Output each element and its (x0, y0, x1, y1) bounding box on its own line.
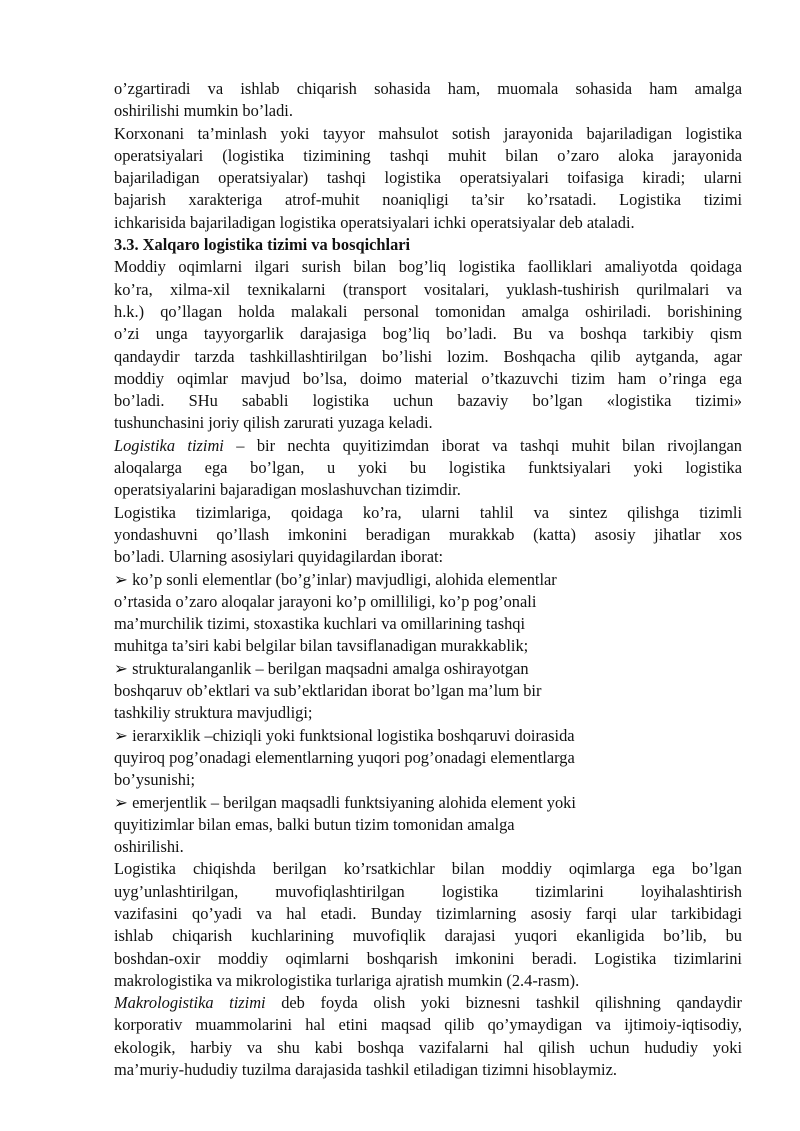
text-line: bajariladigan operatsiyalar) tashqi logistika operatsiyalari toifasiga kiradi; ularni (114, 168, 742, 188)
paragraph-5 (114, 502, 742, 569)
text-line: aloqalarga ega bo’lgan, u yoki bu logistika funktsiyalari yoki logistika (114, 458, 742, 478)
text-line (114, 658, 742, 680)
arrow-bullet-icon: ➢ (114, 725, 128, 745)
text-line: Logistika tizimlariga, qoidaga ko’ra, ularni tahlil va sintez qilishga tizimli (114, 502, 742, 522)
list-item (114, 569, 742, 658)
text-line: o’rtasida o’zaro aloqalar jarayoni ko’p omilliligi, ko’p pog’onali (114, 591, 537, 611)
text-line: ma’muriy-hududiy tuzilma darajasida tashkil etiladigan tizimni hisoblaymiz. (114, 1060, 617, 1080)
text-line: operatsiyalarini bajaradigan moslashuvchan tizimdir. (114, 480, 461, 500)
text-line: boshqaruv ob’ektlari va sub’ektlaridan iborat bo’lgan ma’lum bir (114, 681, 542, 701)
text-line: tashkiliy struktura mavjudligi; (114, 703, 313, 723)
list-item (114, 658, 742, 725)
text-line: ma’murchilik tizimi, stoxastika kuchlari va omillarining tashqi (114, 614, 526, 634)
text-line: ko’ra, xilma-xil texnikalarni (transport vositalari, yuklash-tushirish qurilmalari va (114, 279, 742, 299)
text-line: makrologistika va mikrologistika turlariga ajratish mumkin (2.4-rasm). (114, 970, 580, 990)
paragraph-7 (114, 992, 742, 1081)
text-line: korporativ muammolarini hal etini maqsad qilib qo’ymaydigan va ijtimoiy-iqtisodiy, (114, 1015, 742, 1035)
text-line: quyitizimlar bilan emas, balki butun tizim tomonidan amalga (114, 814, 515, 834)
paragraph-2 (114, 123, 742, 234)
text-line: yondashuvni qo’llash imkonini beradigan murakkab (katta) asosiy jihatlar xos (114, 524, 742, 544)
text-line: ishlab chiqarish kuchlarining muvofiqlik darajasi yuqori ekanligida bo’lib, bu (114, 926, 742, 946)
arrow-bullet-icon: ➢ (114, 569, 128, 589)
list-item (114, 725, 742, 792)
text-line: ekologik, harbiy va shu kabi boshqa vazifalarni hal qilish uchun hududiy yoki (114, 1037, 742, 1057)
text-line: qandaydir tarzda tashkillashtirilgan bo’lishi lozim. Boshqacha qilib aytganda, agar (114, 346, 742, 366)
text-fragment: ierarxiklik –chiziqli yoki funktsional logistika boshqaruvi doirasida (132, 725, 575, 745)
text-line: bo’ysunishi; (114, 770, 196, 790)
text-fragment: deb foyda olish yoki biznesni tashkil qilishning qandaydir (265, 993, 742, 1013)
paragraph-4 (114, 435, 742, 502)
section-heading: 3.3. Xalqaro logistika tizimi va bosqichlari (114, 235, 411, 255)
list-item (114, 792, 742, 859)
arrow-bullet-icon: ➢ (114, 792, 128, 812)
text-line: boshdan-oxir moddiy oqimlarni boshqarish imkonini beradi. Logistika tizimlarini (114, 948, 742, 968)
text-line: muhitga ta’siri kabi belgilar bilan tavsiflanadigan murakkablik; (114, 636, 529, 656)
text-line: ichkarisida bajariladigan logistika operatsiyalari ichki operatsiyalar deb ataladi. (114, 212, 635, 232)
text-line: bo’ladi. SHu sababli logistika uchun bazaviy bo’lgan «logistika tizimi» (114, 391, 742, 411)
paragraph-6 (114, 858, 742, 992)
text-line (114, 992, 742, 1014)
text-fragment: strukturalanganlik – berilgan maqsadni amalga oshirayotgan (132, 658, 529, 678)
bullet-list (114, 569, 742, 859)
text-line: Korxonani ta’minlash yoki tayyor mahsulot sotish jarayonida bajariladigan logistika (114, 123, 742, 143)
document-page (114, 78, 742, 1081)
text-line: bo’ladi. Ularning asosiylari quyidagilardan iborat: (114, 547, 444, 567)
text-line: tushunchasini joriy qilish zarurati yuzaga keladi. (114, 413, 433, 433)
arrow-bullet-icon: ➢ (114, 658, 128, 678)
text-line: oshirilishi mumkin bo’ladi. (114, 101, 293, 121)
text-fragment: – bir nechta quyitizimdan iborat va tashqi muhit bilan rivojlangan (223, 435, 742, 455)
text-line: operatsiyalari (logistika tizimining tashqi muhit bilan o’zaro aloka jarayonida (114, 145, 742, 165)
text-line (114, 569, 742, 591)
text-line: Logistika chiqishda berilgan ko’rsatkichlar bilan moddiy oqimlarga ega bo’lgan (114, 859, 742, 879)
paragraph-3 (114, 256, 742, 434)
text-line: o’zgartiradi va ishlab chiqarish sohasida ham, muomala sohasida ham amalga (114, 79, 742, 98)
text-line (114, 435, 742, 457)
text-line (114, 792, 742, 814)
defined-term: Makrologistika tizimi (114, 993, 266, 1013)
text-line: uyg’unlashtirilgan, muvofiqlashtirilgan logistika tizimlarini loyihalashtirish (114, 881, 742, 901)
text-line: moddiy oqimlar mavjud bo’lsa, doimo material o’tkazuvchi tizim ham o’ringa ega (114, 368, 742, 388)
text-line: oshirilishi. (114, 837, 184, 857)
text-line: vazifasini qo’yadi va hal etadi. Bunday tizimlarning asosiy farqi ular tarkibidagi (114, 903, 742, 923)
text-line: o’zi unga tayyorgarlik darajasiga bog’liq bo’ladi. Bu va boshqa tarkibiy qism (114, 324, 742, 344)
text-line: quyiroq pog’onadagi elementlarning yuqori pog’onadagi elementlarga (114, 747, 575, 767)
paragraph-1 (114, 78, 742, 123)
defined-term: Logistika tizimi (114, 435, 224, 455)
text-fragment: emerjentlik – berilgan maqsadli funktsiyaning alohida element yoki (132, 792, 576, 812)
text-line (114, 725, 742, 747)
text-line: bajarish xarakteriga atrof-muhit noaniqligi ta’sir ko’rsatadi. Logistika tizimi (114, 190, 742, 210)
text-line: h.k.) qo’llagan holda malakali personal tomonidan amalga oshiriladi. borishining (114, 301, 742, 321)
text-line: Moddiy oqimlarni ilgari surish bilan bog’liq logistika faolliklari amaliyotda qoidaga (114, 257, 742, 277)
text-fragment: ko’p sonli elementlar (bo’g’inlar) mavjudligi, alohida elementlar (132, 569, 557, 589)
